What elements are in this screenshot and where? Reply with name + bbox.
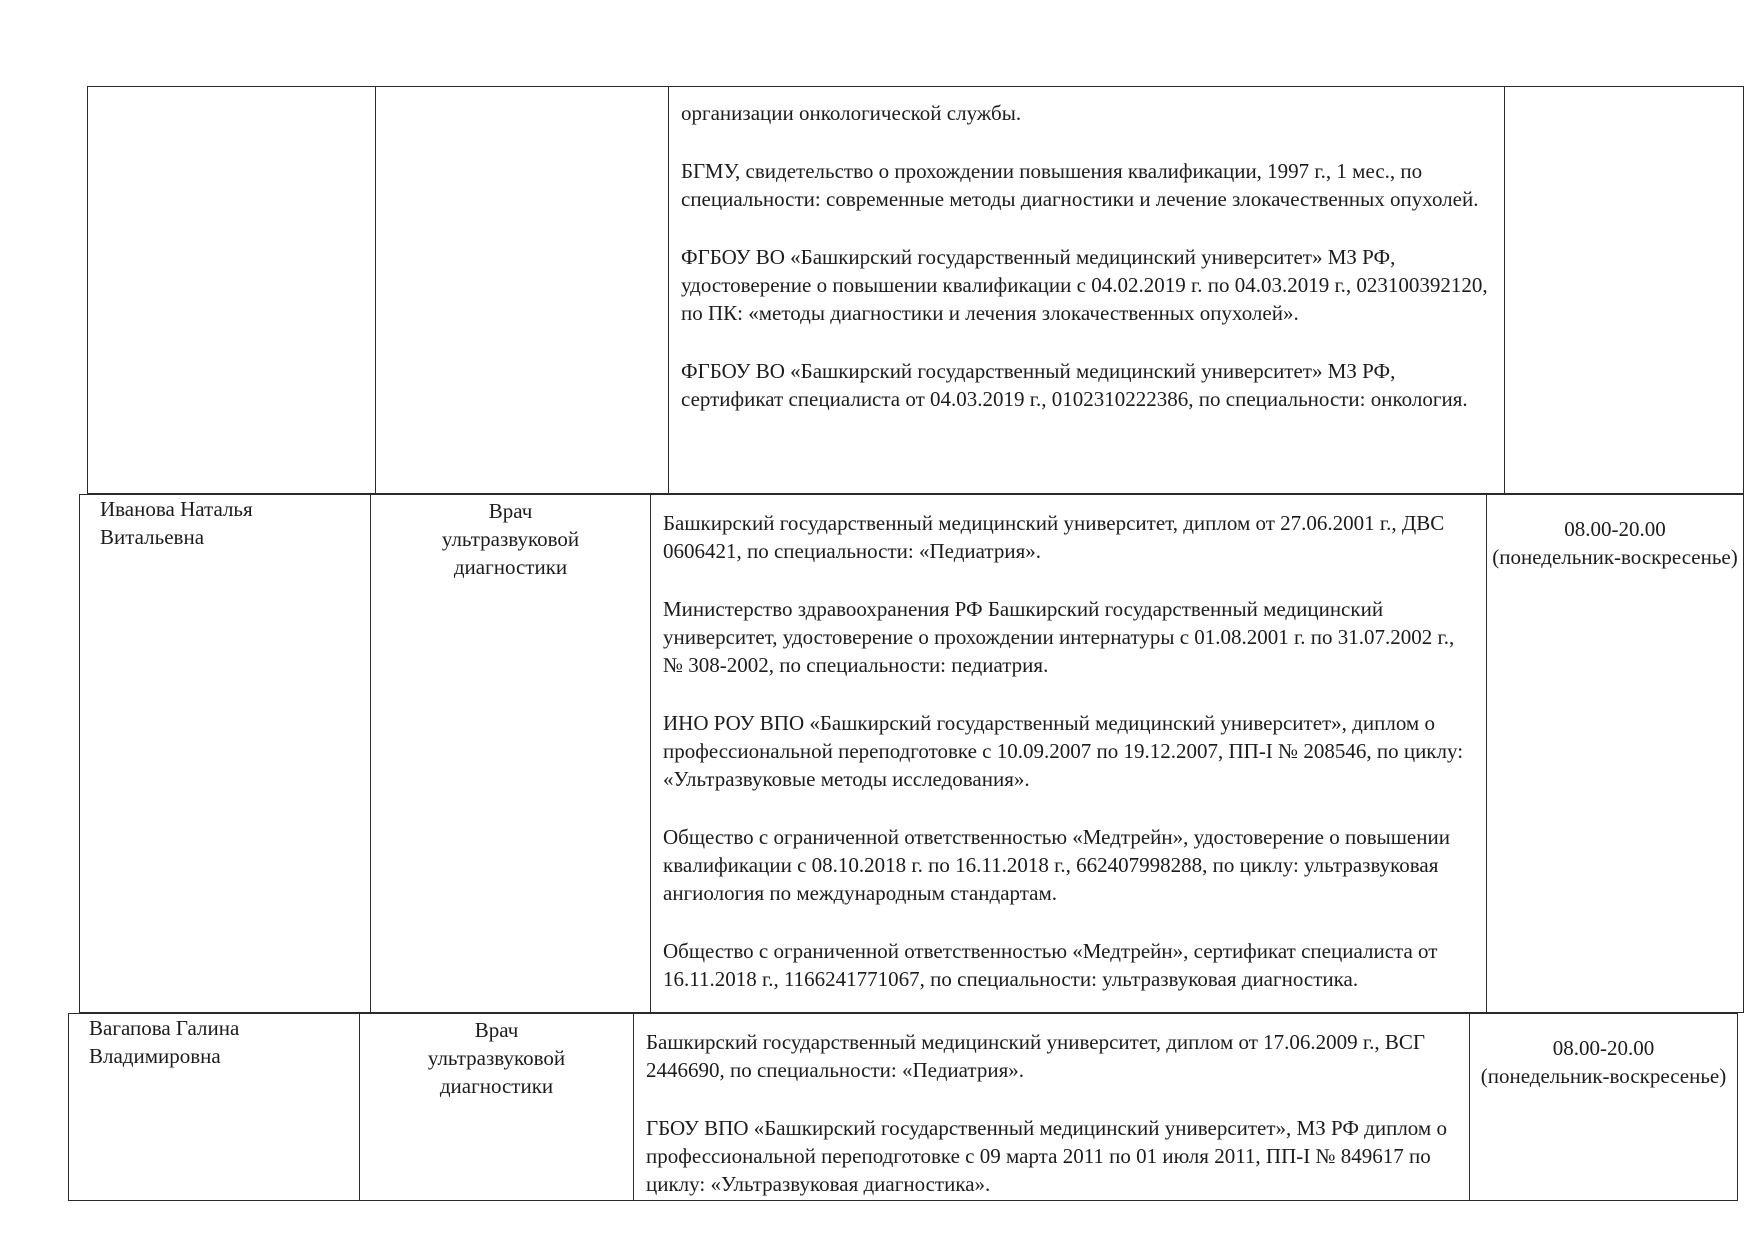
employee-name: Иванова Наталья [100,497,253,521]
education-cell [634,1014,1470,1200]
education-entry: ФГБОУ ВО «Башкирский государственный медицинский университет» МЗ РФ, сертификат специалиста от 04.03.2019 г., 0102310222386, по специальности: онкология. [681,359,1468,411]
position-cell [371,495,651,1012]
employee-name: Витальевна [100,525,205,549]
hours-cell [1505,87,1743,493]
employee-name: Владимировна [89,1044,221,1068]
education-entry: БГМУ, свидетельство о прохождении повышения квалификации, 1997 г., 1 мес., по специальности: современные методы диагностики и лечение злокачественных опухолей. [681,159,1479,211]
table-row [79,494,1744,1013]
position-line: Врач [488,499,533,523]
employee-name: Вагапова Галина [89,1016,240,1040]
table-row [68,1013,1738,1201]
hours-days: (понедельник-воскресенье) [1480,1064,1727,1088]
hours-time: 08.00-20.00 [1564,517,1666,541]
education-entry: ИНО РОУ ВПО «Башкирский государственный медицинский университет», диплом о профессиональной переподготовке с 10.09.2007 по 19.12.2007, ПП-I № 208546, по циклу: «Ультразвуковые методы исследования». [663,711,1464,791]
hours-time: 08.00-20.00 [1552,1036,1655,1060]
hours-days: (понедельник-воскресенье) [1492,545,1738,569]
education-cell [651,495,1487,1012]
name-cell [80,495,371,1012]
education-entry: ФГБОУ ВО «Башкирский государственный медицинский университет» МЗ РФ, удостоверение о повышении квалификации с 04.02.2019 г. по 04.03.2019 г., 023100392120, по ПК: «методы диагностики и лечения злокачественных опухолей». [681,245,1488,325]
hours-cell [1487,495,1743,1012]
position-line: ультразвуковой [441,527,580,551]
position-cell [360,1014,634,1200]
education-cell [669,87,1505,493]
position-cell [376,87,669,493]
position-line: Врач [474,1018,519,1042]
table-row [87,86,1744,494]
education-entry: ГБОУ ВПО «Башкирский государственный медицинский университет», МЗ РФ диплом о профессиональной переподготовке с 09 марта 2011 по 01 июля 2011, ПП-I № 849617 по циклу: «Ультразвуковая диагностика». [646,1116,1447,1196]
education-entry: Общество с ограниченной ответственностью «Медтрейн», удостоверение о повышении квалификации с 08.10.2018 г. по 16.11.2018 г., 662407998288, по циклу: ультразвуковая ангиология по международным стандартам. [663,825,1450,905]
name-cell [88,87,376,493]
education-entry: Башкирский государственный медицинский университет, диплом от 27.06.2001 г., ДВС 0606421, по специальности: «Педиатрия». [663,511,1445,563]
education-entry: организации онкологической службы. [681,101,1022,125]
position-line: диагностики [453,555,568,579]
position-line: диагностики [439,1074,554,1098]
hours-cell [1470,1014,1737,1200]
position-line: ультразвуковой [427,1046,566,1070]
education-entry: Башкирский государственный медицинский университет, диплом от 17.06.2009 г., ВСГ 2446690, по специальности: «Педиатрия». [646,1030,1426,1082]
education-entry: Общество с ограниченной ответственностью «Медтрейн», сертификат специалиста от 16.11.2018 г., 1166241771067, по специальности: ультразвуковая диагностика. [663,939,1438,991]
education-entry: Министерство здравоохранения РФ Башкирский государственный медицинский университет, удостоверение о прохождении интернатуры с 01.08.2001 г. по 31.07.2002 г., № 308-2002, по специальности: педиатрия. [663,597,1455,677]
name-cell [69,1014,360,1200]
